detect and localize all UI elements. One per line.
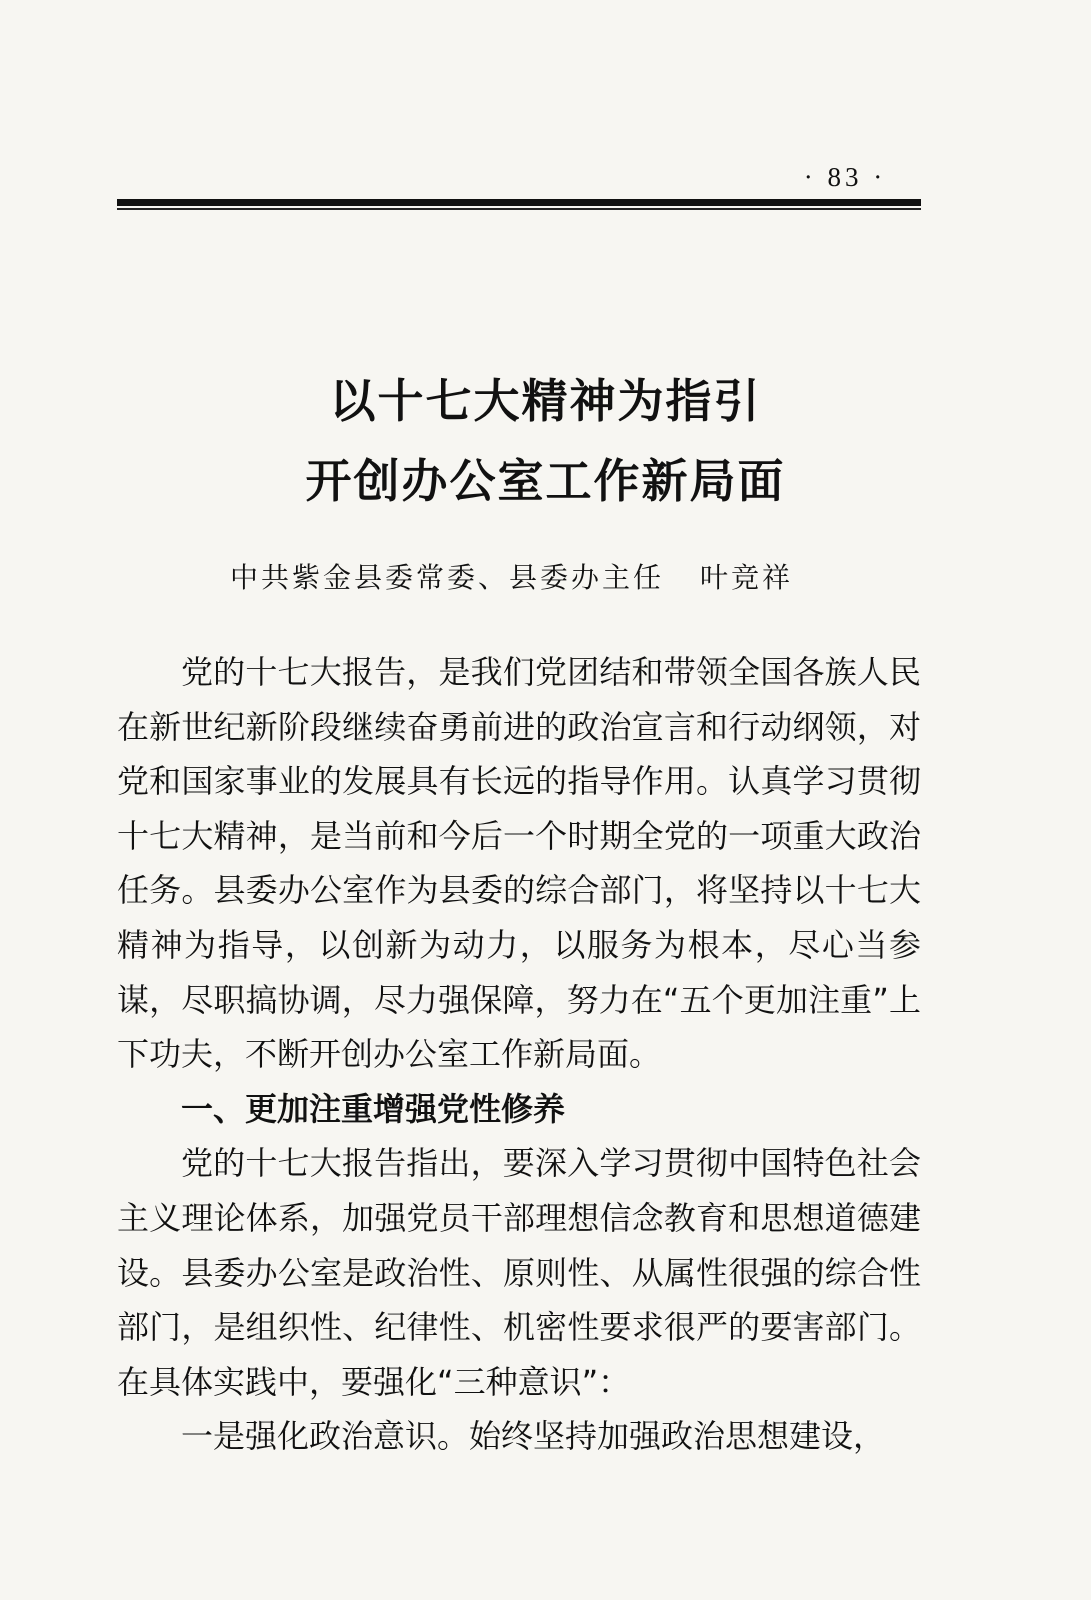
byline (230, 556, 850, 596)
paragraph: 一是强化政治意识。始终坚持加强政治思想建设， (181, 1417, 886, 1456)
article-title-line-2: 开创办公室工作新局面 (305, 454, 786, 508)
article-title-line-1: 以十七大精神为指引 (329, 374, 762, 428)
article-body (117, 645, 921, 1464)
section-heading: 一、更加注重增强党性修养 (181, 1089, 566, 1128)
author-affiliation: 中共紫金县委常委、县委办主任 (230, 561, 665, 594)
header-rule-thin (117, 208, 921, 210)
paragraph: 党的十七大报告，是我们党团结和带领全国各族人民在新世纪新阶段继续奋勇前进的政治宣言和行动纲领，对党和国家事业的发展具有长远的指导作用。认真学习贯彻十七大精神，是当前和今后一个时期全党的一项重大政治任务。县委办公室作为县委的综合部门，将坚持以十七大精神为指导，以创新为动力，以服务为根本，尽心当参谋，尽职搞协调，尽力强保障，努力在“五个更加注重”上下功夫，不断开创办公室工作新局面。 (117, 653, 921, 1074)
header-rule (117, 199, 921, 206)
author-name: 叶竞祥 (700, 561, 794, 594)
page-number: · 83 · (803, 162, 887, 192)
paragraph: 党的十七大报告指出，要深入学习贯彻中国特色社会主义理论体系，加强党员干部理想信念教育和思想道德建设。县委办公室是政治性、原则性、从属性很强的综合性部门，是组织性、纪律性、机密性要求很严的要害部门。在具体实践中，要强化“三种意识”： (117, 1144, 921, 1401)
